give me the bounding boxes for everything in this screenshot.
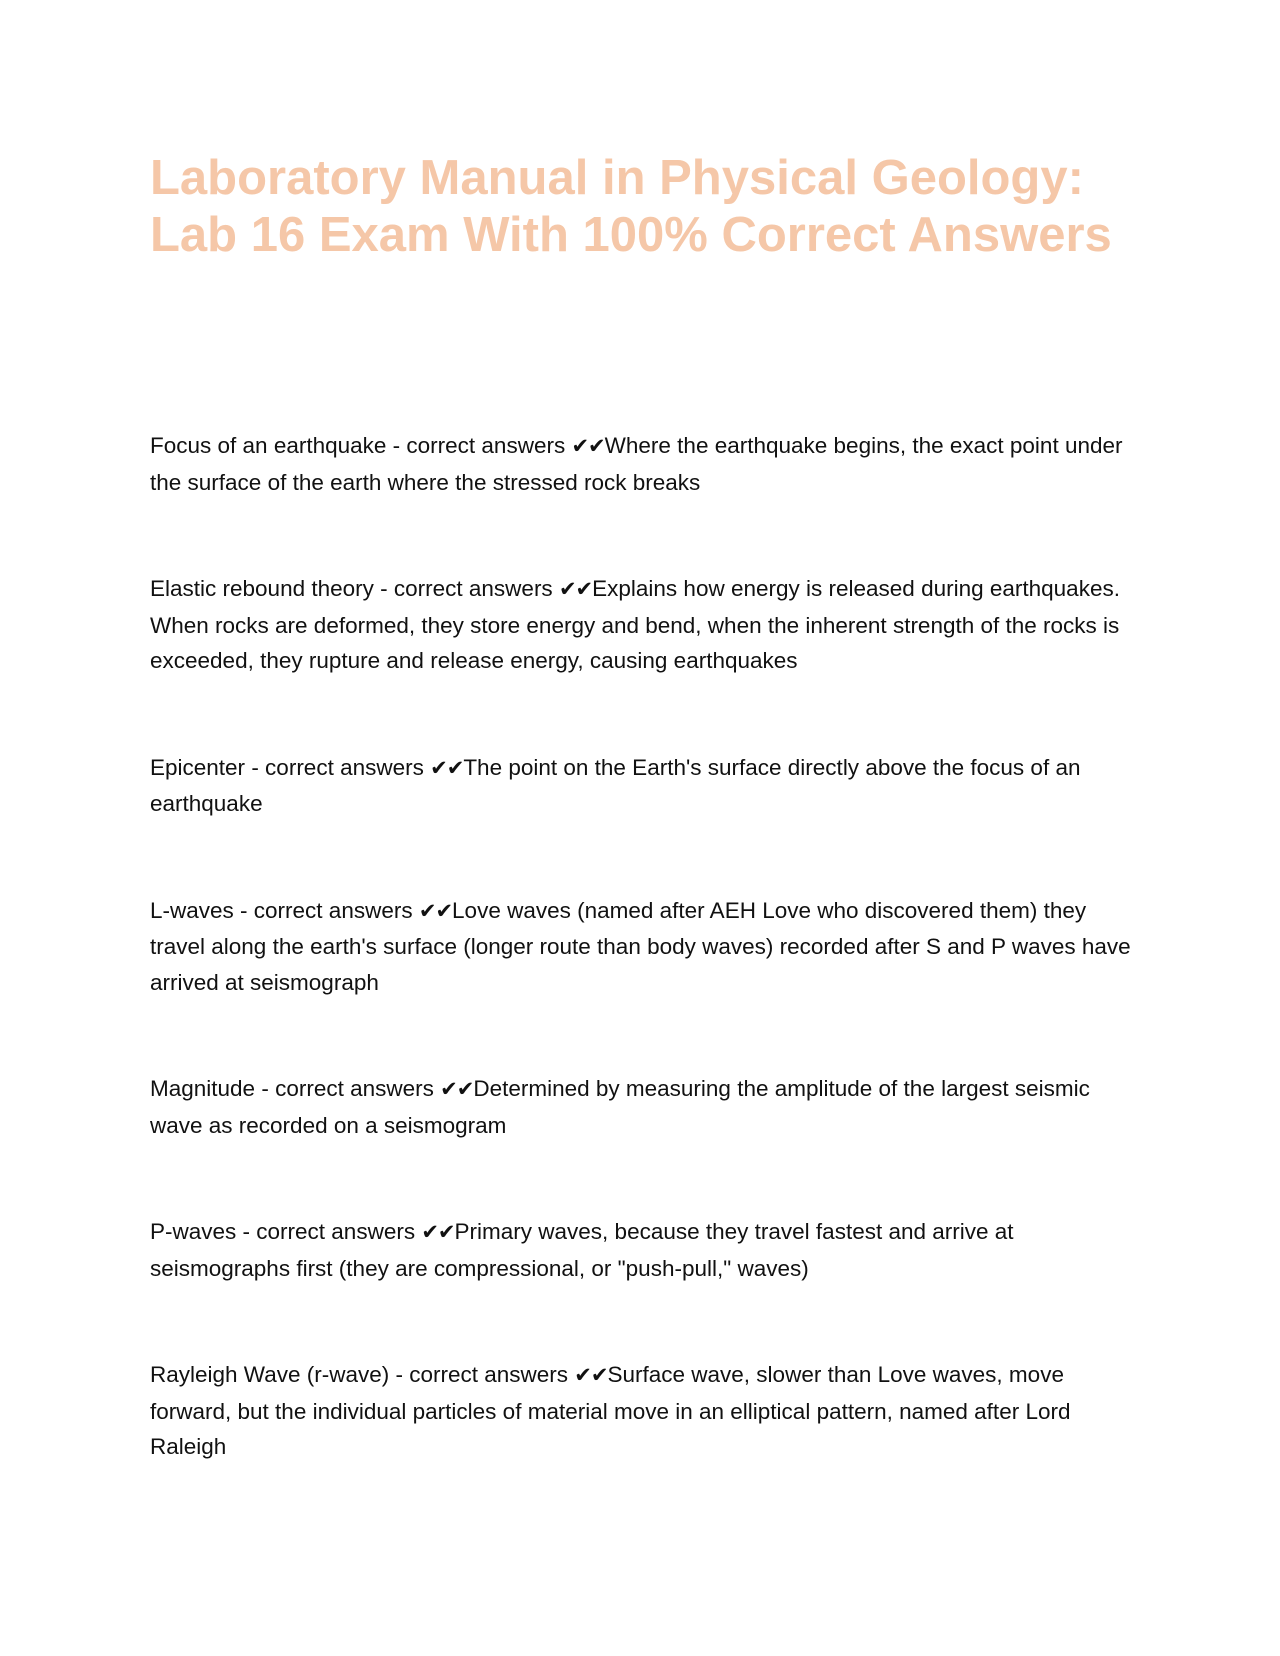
qa-answer: Surface wave, slower than Love waves, move forward, but the individual particles of material move in an elliptical pattern, named after Lord Raleigh xyxy=(150,1362,1071,1459)
document-title: Laboratory Manual in Physical Geology: Lab 16 Exam With 100% Correct Answers xyxy=(150,151,1112,262)
double-check-icon: ✔✔ xyxy=(571,434,605,458)
double-check-icon: ✔✔ xyxy=(430,755,464,780)
qa-answer: Determined by measuring the amplitude of the largest seismic wave as recorded on a seismogram xyxy=(150,1076,1090,1138)
double-check-icon: ✔✔ xyxy=(574,1363,608,1387)
qa-item xyxy=(150,1214,1140,1286)
qa-term: Rayleigh Wave (r-wave) xyxy=(150,1362,390,1387)
double-check-icon: ✔✔ xyxy=(421,1220,455,1244)
qa-term: Epicenter xyxy=(150,754,246,780)
qa-term: Focus of an earthquake xyxy=(150,433,387,458)
qa-separator: - correct answers xyxy=(236,1219,422,1244)
qa-item xyxy=(150,428,1140,500)
qa-separator: - correct answers xyxy=(245,754,431,780)
qa-term: P-waves xyxy=(150,1219,237,1244)
double-check-icon: ✔✔ xyxy=(418,898,453,923)
qa-item xyxy=(150,1071,1140,1143)
qa-answer: Love waves (named after AEH Love who discovered them) they travel along the earth's surface (longer route than body waves) recorded after S and P waves have arrived at seismograph xyxy=(150,897,1131,995)
qa-item xyxy=(150,893,1140,1001)
qa-term: Magnitude xyxy=(150,1076,256,1101)
qa-term: Elastic rebound theory xyxy=(150,576,374,601)
qa-answer: The point on the Earth's surface directly above the focus of an earthquake xyxy=(150,754,1081,816)
qa-answer: Primary waves, because they travel fastest and arrive at seismographs first (they are compressional, or "push-pull," waves) xyxy=(150,1219,1014,1281)
double-check-icon: ✔✔ xyxy=(558,577,593,601)
qa-separator: - correct answers xyxy=(233,897,419,923)
double-check-icon: ✔✔ xyxy=(440,1077,474,1101)
qa-item xyxy=(150,1357,1140,1465)
qa-item xyxy=(150,571,1140,679)
qa-list xyxy=(150,428,1140,1536)
qa-item xyxy=(150,750,1140,822)
qa-separator: - correct answers xyxy=(389,1362,575,1387)
qa-separator: - correct answers xyxy=(386,433,572,458)
qa-separator: - correct answers xyxy=(373,576,559,601)
qa-answer: Explains how energy is released during earthquakes. When rocks are deformed, they store energy and bend, when the inherent strength of the rocks is exceeded, they rupture and release energy, causing earthquakes xyxy=(150,576,1120,673)
qa-answer: Where the earthquake begins, the exact point under the surface of the earth where the stressed rock breaks xyxy=(150,433,1123,495)
qa-term: L-waves xyxy=(150,897,234,923)
qa-separator: - correct answers xyxy=(255,1076,441,1101)
